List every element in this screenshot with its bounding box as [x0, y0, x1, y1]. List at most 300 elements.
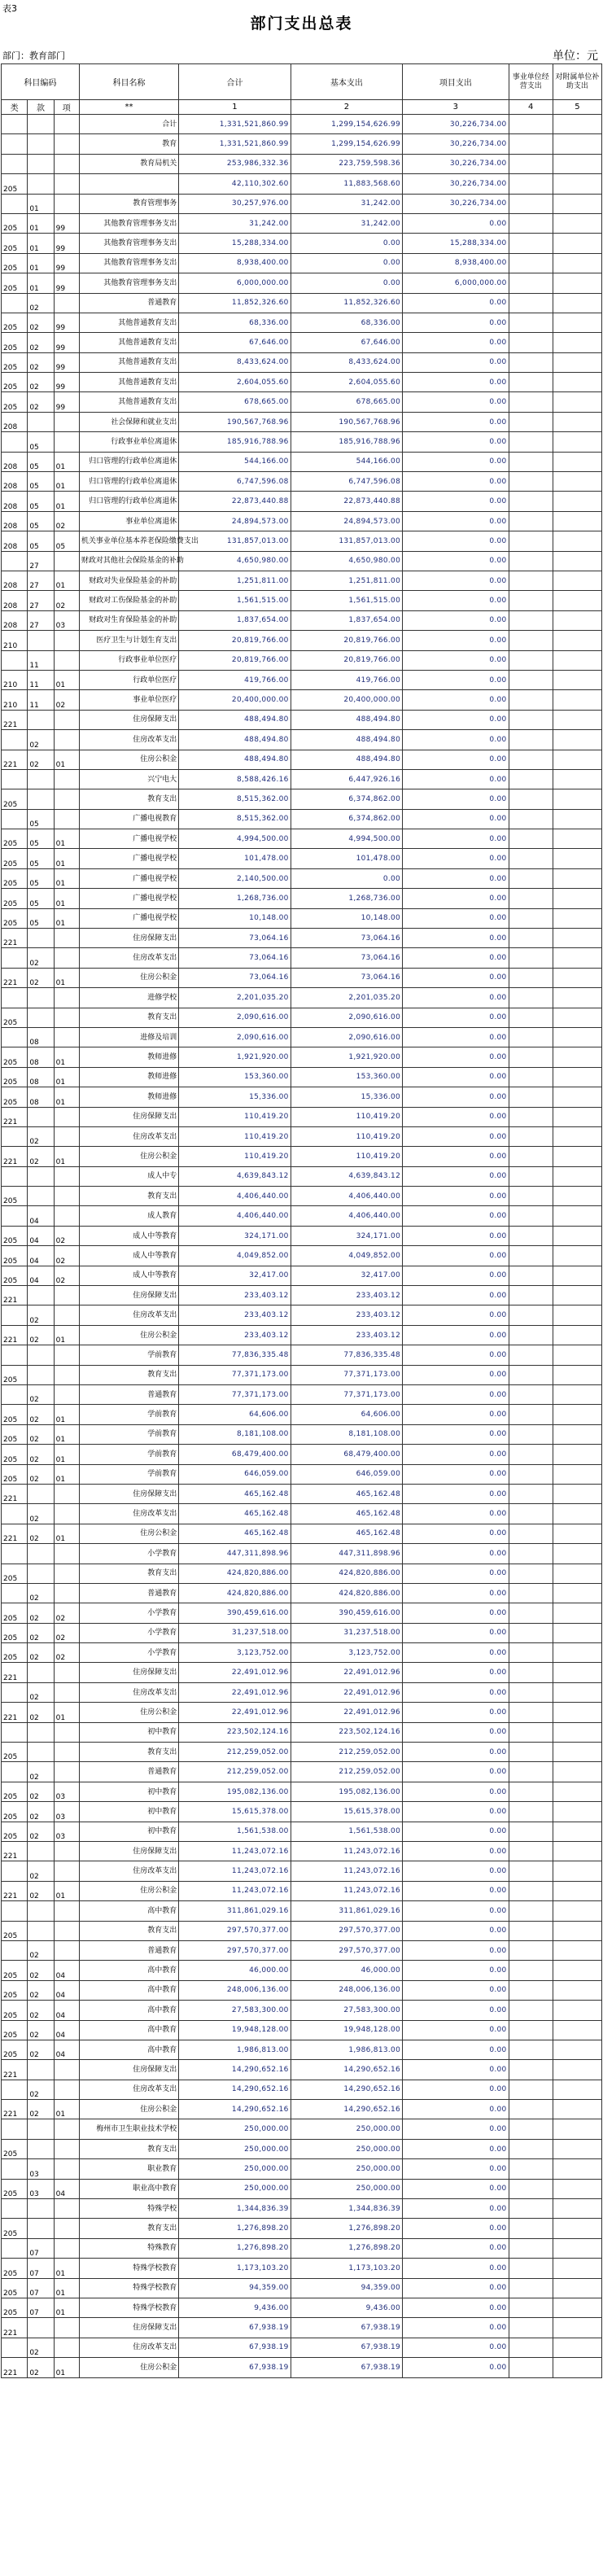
- cell-project: 0.00: [403, 750, 509, 769]
- cell-basic: 324,171.00: [291, 1226, 402, 1245]
- cell-project: 0.00: [403, 213, 509, 233]
- cell-lei: [2, 134, 28, 154]
- cell-kuan: [28, 988, 54, 1008]
- cell-kuan: [28, 1166, 54, 1186]
- cell-lei: 221: [2, 1841, 28, 1861]
- cell-xiang: 01: [54, 1067, 79, 1087]
- cell-lei: [2, 1583, 28, 1603]
- table-row: [2, 889, 602, 908]
- cell-subsidy: [553, 1126, 601, 1146]
- cell-xiang: 02: [54, 591, 79, 610]
- cell-total: 324,171.00: [179, 1226, 291, 1245]
- cell-business: [509, 650, 553, 670]
- cell-basic: 20,819,766.00: [291, 631, 402, 650]
- cell-subsidy: [553, 352, 601, 372]
- cell-name: 住房改革支出: [79, 1305, 178, 1325]
- cell-name: 教育管理事务: [79, 194, 178, 213]
- cell-kuan: 02: [28, 1623, 54, 1642]
- cell-business: [509, 591, 553, 610]
- cell-xiang: 01: [54, 571, 79, 590]
- cell-subsidy: [553, 2358, 601, 2377]
- cell-business: [509, 829, 553, 849]
- cell-total: 2,604,055.60: [179, 373, 291, 392]
- cell-total: 2,090,616.00: [179, 1008, 291, 1027]
- cell-business: [509, 333, 553, 352]
- cell-lei: 205: [2, 1365, 28, 1384]
- cell-kuan: 02: [28, 1385, 54, 1405]
- cell-kuan: 02: [28, 1802, 54, 1822]
- cell-xiang: 02: [54, 1226, 79, 1245]
- department-label: 部门：教育部门: [2, 50, 65, 61]
- cell-kuan: 07: [28, 2238, 54, 2258]
- table-row: [2, 333, 602, 352]
- cell-total: 22,873,440.88: [179, 492, 291, 511]
- cell-lei: 205: [2, 1623, 28, 1642]
- cell-basic: 27,583,300.00: [291, 2001, 402, 2020]
- table-row: [2, 1980, 602, 2000]
- cell-basic: 131,857,013.00: [291, 531, 402, 551]
- cell-project: 0.00: [403, 551, 509, 571]
- cell-name: 初中教育: [79, 1822, 178, 1841]
- cell-kuan: 02: [28, 1822, 54, 1841]
- table-row: [2, 1940, 602, 1960]
- cell-lei: [2, 1385, 28, 1405]
- cell-lei: [2, 154, 28, 173]
- cell-name: 住房公积金: [79, 1881, 178, 1900]
- cell-xiang: 01: [54, 889, 79, 908]
- cell-subsidy: [553, 2298, 601, 2317]
- cell-project: 0.00: [403, 889, 509, 908]
- cell-basic: 68,336.00: [291, 313, 402, 332]
- cell-xiang: [54, 2318, 79, 2338]
- cell-project: 30,226,734.00: [403, 115, 509, 134]
- cell-lei: 205: [2, 849, 28, 868]
- cell-name: 其他普通教育支出: [79, 373, 178, 392]
- cell-business: [509, 631, 553, 650]
- cell-lei: 205: [2, 1782, 28, 1801]
- cell-basic: 1,986,813.00: [291, 2040, 402, 2059]
- cell-lei: 205: [2, 213, 28, 233]
- star-header: **: [79, 100, 178, 115]
- cell-kuan: [28, 2219, 54, 2238]
- cell-subsidy: [553, 690, 601, 710]
- cell-basic: 488,494.80: [291, 750, 402, 769]
- cell-business: [509, 908, 553, 928]
- cell-kuan: [28, 1663, 54, 1682]
- table-body: [2, 115, 602, 2378]
- cell-basic: 22,491,012.96: [291, 1663, 402, 1682]
- cell-total: 9,436.00: [179, 2298, 291, 2317]
- xiang-header: 项: [54, 100, 79, 115]
- cell-lei: 210: [2, 690, 28, 710]
- cell-project: 0.00: [403, 1345, 509, 1365]
- cell-xiang: 99: [54, 213, 79, 233]
- cell-project: 0.00: [403, 1147, 509, 1166]
- table-row: [2, 2139, 602, 2158]
- cell-total: 233,403.12: [179, 1286, 291, 1305]
- cell-subsidy: [553, 1921, 601, 1940]
- cell-name: 进修学校: [79, 988, 178, 1008]
- cell-xiang: 01: [54, 1147, 79, 1166]
- cell-xiang: 04: [54, 1961, 79, 1980]
- cell-xiang: 01: [54, 2298, 79, 2317]
- cell-lei: 205: [2, 1405, 28, 1424]
- cell-project: 0.00: [403, 1663, 509, 1682]
- cell-subsidy: [553, 1703, 601, 1722]
- cell-business: [509, 1504, 553, 1524]
- cell-xiang: 01: [54, 750, 79, 769]
- cell-total: 20,400,000.00: [179, 690, 291, 710]
- subject-code-header: 科目编码: [2, 64, 80, 100]
- cell-name: 广播电视学校: [79, 908, 178, 928]
- table-row: [2, 1345, 602, 1365]
- table-row: [2, 2338, 602, 2357]
- table-row: [2, 432, 602, 452]
- cell-lei: 205: [2, 1266, 28, 1285]
- cell-kuan: 05: [28, 868, 54, 888]
- cell-business: [509, 1405, 553, 1424]
- cell-project: 0.00: [403, 1067, 509, 1087]
- table-row: [2, 1365, 602, 1384]
- cell-business: [509, 1464, 553, 1484]
- cell-business: [509, 929, 553, 948]
- cell-name: 教育支出: [79, 1564, 178, 1583]
- cell-business: [509, 2318, 553, 2338]
- cell-kuan: [28, 1544, 54, 1564]
- table-row: [2, 829, 602, 849]
- col-index-3: 3: [403, 100, 509, 115]
- cell-subsidy: [553, 1822, 601, 1841]
- cell-business: [509, 1703, 553, 1722]
- table-row: [2, 1822, 602, 1841]
- cell-xiang: 01: [54, 2278, 79, 2298]
- table-row: [2, 1762, 602, 1782]
- cell-subsidy: [553, 1067, 601, 1087]
- cell-total: 11,852,326.60: [179, 293, 291, 313]
- table-row: [2, 1206, 602, 1226]
- cell-basic: 46,000.00: [291, 1961, 402, 1980]
- cell-xiang: 02: [54, 1246, 79, 1266]
- cell-kuan: [28, 929, 54, 948]
- cell-subsidy: [553, 1623, 601, 1642]
- table-row: [2, 1703, 602, 1722]
- cell-business: [509, 194, 553, 213]
- table-row: [2, 1286, 602, 1305]
- cell-basic: 1,173,103.20: [291, 2259, 402, 2278]
- cell-project: 0.00: [403, 1881, 509, 1900]
- table-row: [2, 1544, 602, 1564]
- table-row: [2, 2040, 602, 2059]
- cell-kuan: 03: [28, 2179, 54, 2198]
- cell-xiang: [54, 809, 79, 829]
- cell-project: 0.00: [403, 1802, 509, 1822]
- cell-xiang: 02: [54, 1603, 79, 1623]
- table-row: [2, 352, 602, 372]
- cell-subsidy: [553, 889, 601, 908]
- cell-project: 0.00: [403, 1940, 509, 1960]
- cell-xiang: 01: [54, 2259, 79, 2278]
- cell-xiang: [54, 1564, 79, 1583]
- cell-business: [509, 2278, 553, 2298]
- cell-business: [509, 412, 553, 431]
- cell-basic: 11,243,072.16: [291, 1881, 402, 1900]
- cell-subsidy: [553, 988, 601, 1008]
- cell-subsidy: [553, 392, 601, 412]
- cell-project: 0.00: [403, 631, 509, 650]
- cell-xiang: 04: [54, 2179, 79, 2198]
- cell-basic: 31,237,518.00: [291, 1623, 402, 1642]
- cell-business: [509, 1822, 553, 1841]
- cell-basic: 6,374,862.00: [291, 789, 402, 809]
- cell-subsidy: [553, 1405, 601, 1424]
- cell-total: 190,567,768.96: [179, 412, 291, 431]
- cell-lei: 205: [2, 1603, 28, 1623]
- cell-basic: 1,251,811.00: [291, 571, 402, 590]
- cell-name: 住房改革支出: [79, 1682, 178, 1702]
- cell-business: [509, 1782, 553, 1801]
- cell-kuan: [28, 174, 54, 194]
- cell-kuan: 02: [28, 1762, 54, 1782]
- cell-business: [509, 1424, 553, 1444]
- cell-kuan: 04: [28, 1226, 54, 1245]
- cell-kuan: 02: [28, 1305, 54, 1325]
- cell-lei: 221: [2, 750, 28, 769]
- cell-subsidy: [553, 1365, 601, 1384]
- cell-total: 153,360.00: [179, 1067, 291, 1087]
- cell-name: 住房公积金: [79, 1524, 178, 1543]
- cell-project: 8,938,400.00: [403, 253, 509, 273]
- cell-name: 住房公积金: [79, 2358, 178, 2377]
- table-row: [2, 2199, 602, 2219]
- cell-name: 学前教育: [79, 1464, 178, 1484]
- cell-basic: 250,000.00: [291, 2119, 402, 2139]
- cell-project: 0.00: [403, 1921, 509, 1940]
- cell-business: [509, 2159, 553, 2179]
- cell-xiang: 01: [54, 1445, 79, 1464]
- cell-xiang: [54, 293, 79, 313]
- cell-name: 住房保障支出: [79, 710, 178, 729]
- cell-kuan: 02: [28, 2358, 54, 2377]
- cell-subsidy: [553, 1305, 601, 1325]
- cell-name: 住房改革支出: [79, 2080, 178, 2099]
- cell-basic: 110,419.20: [291, 1147, 402, 1166]
- cell-lei: [2, 1682, 28, 1702]
- cell-xiang: [54, 1841, 79, 1861]
- cell-total: 11,243,072.16: [179, 1841, 291, 1861]
- cell-subsidy: [553, 789, 601, 809]
- cell-xiang: 01: [54, 2358, 79, 2377]
- cell-business: [509, 1305, 553, 1325]
- cell-subsidy: [553, 1107, 601, 1126]
- cell-xiang: 01: [54, 1087, 79, 1107]
- cell-xiang: 01: [54, 1464, 79, 1484]
- cell-name: 归口管理的行政单位离退休: [79, 452, 178, 471]
- cell-lei: [2, 2119, 28, 2139]
- cell-subsidy: [553, 1166, 601, 1186]
- cell-xiang: 01: [54, 670, 79, 689]
- cell-lei: [2, 1206, 28, 1226]
- cell-name: 住房改革支出: [79, 1126, 178, 1146]
- cell-project: 0.00: [403, 333, 509, 352]
- basic-header: 基本支出: [291, 64, 402, 100]
- cell-lei: [2, 115, 28, 134]
- cell-xiang: 05: [54, 531, 79, 551]
- cell-total: 488,494.80: [179, 750, 291, 769]
- cell-project: 15,288,334.00: [403, 234, 509, 253]
- cell-project: 0.00: [403, 591, 509, 610]
- table-row: [2, 2278, 602, 2298]
- cell-basic: 544,166.00: [291, 452, 402, 471]
- cell-total: 101,478.00: [179, 849, 291, 868]
- cell-total: 1,561,515.00: [179, 591, 291, 610]
- cell-total: 465,162.48: [179, 1504, 291, 1524]
- cell-project: 0.00: [403, 829, 509, 849]
- cell-basic: 14,290,652.16: [291, 2060, 402, 2080]
- cell-xiang: [54, 1901, 79, 1921]
- cell-project: 0.00: [403, 2060, 509, 2080]
- table-row: [2, 1564, 602, 1583]
- cell-total: 32,417.00: [179, 1266, 291, 1285]
- cell-name: 广播电视学校: [79, 849, 178, 868]
- cell-total: 2,201,035.20: [179, 988, 291, 1008]
- table-row: [2, 849, 602, 868]
- cell-project: 0.00: [403, 571, 509, 590]
- cell-lei: [2, 551, 28, 571]
- cell-kuan: [28, 1901, 54, 1921]
- cell-kuan: [28, 1841, 54, 1861]
- table-row: [2, 650, 602, 670]
- table-row: [2, 2219, 602, 2238]
- cell-lei: [2, 948, 28, 968]
- cell-lei: [2, 2338, 28, 2357]
- cell-total: 67,938.19: [179, 2358, 291, 2377]
- cell-project: 0.00: [403, 1405, 509, 1424]
- cell-project: 0.00: [403, 412, 509, 431]
- cell-subsidy: [553, 1544, 601, 1564]
- cell-lei: 208: [2, 472, 28, 492]
- cell-kuan: [28, 2119, 54, 2139]
- table-row: [2, 1266, 602, 1285]
- cell-project: 0.00: [403, 1424, 509, 1444]
- cell-total: 223,502,124.16: [179, 1722, 291, 1742]
- cell-xiang: 01: [54, 908, 79, 928]
- cell-basic: 250,000.00: [291, 2159, 402, 2179]
- cell-project: 0.00: [403, 2358, 509, 2377]
- cell-name: 住房保障支出: [79, 1663, 178, 1682]
- cell-basic: 110,419.20: [291, 1107, 402, 1126]
- cell-name: 职业教育: [79, 2159, 178, 2179]
- cell-lei: 205: [2, 2020, 28, 2040]
- cell-project: 30,226,734.00: [403, 194, 509, 213]
- cell-project: 0.00: [403, 2338, 509, 2357]
- cell-project: 0.00: [403, 392, 509, 412]
- cell-project: 0.00: [403, 1762, 509, 1782]
- cell-kuan: 11: [28, 670, 54, 689]
- cell-business: [509, 1921, 553, 1940]
- cell-business: [509, 868, 553, 888]
- cell-basic: 678,665.00: [291, 392, 402, 412]
- cell-name: 成人中等教育: [79, 1246, 178, 1266]
- table-row: [2, 1107, 602, 1126]
- cell-project: 0.00: [403, 769, 509, 789]
- cell-business: [509, 115, 553, 134]
- cell-subsidy: [553, 511, 601, 531]
- cell-subsidy: [553, 412, 601, 431]
- cell-kuan: 27: [28, 591, 54, 610]
- cell-total: 465,162.48: [179, 1484, 291, 1503]
- cell-total: 390,459,616.00: [179, 1603, 291, 1623]
- cell-subsidy: [553, 868, 601, 888]
- cell-kuan: [28, 631, 54, 650]
- cell-business: [509, 472, 553, 492]
- cell-business: [509, 531, 553, 551]
- cell-kuan: 02: [28, 1583, 54, 1603]
- cell-project: 0.00: [403, 2139, 509, 2158]
- cell-total: 8,515,362.00: [179, 789, 291, 809]
- cell-total: 8,433,624.00: [179, 352, 291, 372]
- cell-xiang: 02: [54, 1266, 79, 1285]
- cell-business: [509, 1980, 553, 2000]
- cell-name: 住房改革支出: [79, 730, 178, 750]
- cell-subsidy: [553, 1385, 601, 1405]
- cell-kuan: [28, 2199, 54, 2219]
- cell-total: 73,064.16: [179, 948, 291, 968]
- cell-business: [509, 1226, 553, 1245]
- cell-name: 教育支出: [79, 1365, 178, 1384]
- cell-business: [509, 253, 553, 273]
- cell-lei: 205: [2, 1743, 28, 1762]
- cell-total: 646,059.00: [179, 1464, 291, 1484]
- cell-subsidy: [553, 1206, 601, 1226]
- cell-project: 0.00: [403, 730, 509, 750]
- cell-basic: 73,064.16: [291, 929, 402, 948]
- cell-basic: 488,494.80: [291, 710, 402, 729]
- cell-kuan: 07: [28, 2259, 54, 2278]
- cell-total: 212,259,052.00: [179, 1743, 291, 1762]
- cell-name: 小学教育: [79, 1643, 178, 1663]
- cell-name: 成人中等教育: [79, 1266, 178, 1285]
- cell-business: [509, 1246, 553, 1266]
- table-row: [2, 631, 602, 650]
- cell-business: [509, 1067, 553, 1087]
- cell-subsidy: [553, 1464, 601, 1484]
- cell-xiang: [54, 988, 79, 1008]
- cell-business: [509, 1345, 553, 1365]
- cell-subsidy: [553, 1802, 601, 1822]
- cell-xiang: [54, 631, 79, 650]
- table-row: [2, 452, 602, 471]
- cell-xiang: [54, 1743, 79, 1762]
- table-row: [2, 1861, 602, 1881]
- cell-name: 高中教育: [79, 2040, 178, 2059]
- cell-name: 高中教育: [79, 1980, 178, 2000]
- cell-project: 0.00: [403, 1861, 509, 1881]
- table-row: [2, 591, 602, 610]
- cell-business: [509, 1047, 553, 1067]
- cell-kuan: [28, 154, 54, 173]
- cell-lei: 205: [2, 1921, 28, 1940]
- cell-lei: 221: [2, 1147, 28, 1166]
- cell-basic: 248,006,136.00: [291, 1980, 402, 2000]
- cell-kuan: 11: [28, 690, 54, 710]
- cell-total: 250,000.00: [179, 2159, 291, 2179]
- cell-kuan: 27: [28, 551, 54, 571]
- cell-subsidy: [553, 1187, 601, 1206]
- cell-kuan: 02: [28, 2100, 54, 2119]
- cell-xiang: [54, 1484, 79, 1503]
- table-row: [2, 1325, 602, 1345]
- cell-name: 特殊学校: [79, 2199, 178, 2219]
